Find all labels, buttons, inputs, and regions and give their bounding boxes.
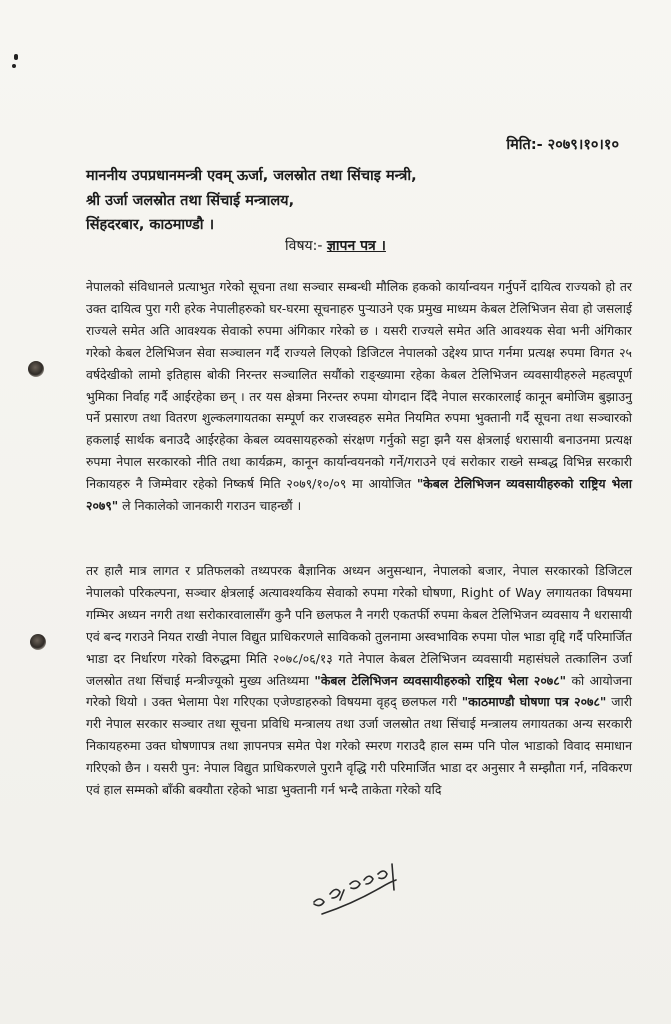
para2-bold-1: "केबल टेलिभिजन व्यवसायीहरुको राष्ट्रिय भेला २०७८"	[314, 672, 567, 688]
para1-bold-1: "केबल टेलिभिजन व्यवसायीहरुको राष्ट्रिय भेला २०७९"	[86, 476, 632, 514]
recipient-line-1: माननीय उपप्रधानमन्त्री एवम् ऊर्जा, जलस्रोत तथा सिंचाइ मन्त्री,	[86, 168, 417, 184]
letter-date: मिति:- २०७९।१०।१०	[506, 137, 619, 153]
subject-line	[0, 236, 671, 255]
para2-bold-2: "काठमाण्डौ घोषणा पत्र २०७८"	[461, 694, 607, 710]
ink-mark	[14, 54, 18, 60]
punch-hole-top	[28, 361, 44, 377]
body-paragraph-1	[86, 276, 632, 517]
recipient-line-2: श्री उर्जा जलस्रोत तथा सिंचाई मन्त्रालय,	[86, 193, 295, 209]
para2-text-2: को आयोजना गरेको थियो । उक्त भेलामा पेश गरिएका एजेण्डाहरुको विषयमा वृहद् छलफल गरी	[86, 672, 632, 710]
subject-value: ज्ञापन पत्र ।	[326, 238, 386, 254]
para1-text-1: नेपालको संविधानले प्रत्याभुत गरेको सूचना तथा सञ्चार सम्बन्धी मौलिक हकको कार्यान्वयन गर्नुपर्ने दायित्व राज्यको हो तर उक्त दायित्व पुरा गरी हरेक नेपालीहरुको घर-घरमा सूचनाहरु पुऱ्याउने एक प्रमुख माध्यम केबल टेलिभिजन सेवा हो जसलाई राज्यले समेत अति आवश्यक सेवाको रुपमा अंगिकार गरेको छ । यसरी राज्यले समेत अति आवश्यक सेवा भनी अंगिकार गरेको केबल टेलिभिजन सेवा सञ्चालन गर्दै राज्यले लिएको डिजिटल नेपालको उद्देश्य प्राप्त गर्नमा प्रत्यक्ष रुपमा विगत २५ वर्षदेखीको लामो इतिहास बोकी निरन्तर सञ्चालित सयौंको राङ्ख्यामा रहेका केबल टेलिभिजन व्यवसायीहरुले महत्वपूर्ण भुमिका निर्वाह गर्दै आईरहेका छन् । तर यस क्षेत्रमा निरन्तर रुपमा योगदान दिँदै नेपाल सरकारलाई कानून बमोजिम बुझाउनु पर्ने प्रसारण तथा वितरण शुल्कलगायतका सम्पूर्ण कर राजस्वहरु समेत नियमित रुपमा भुक्तानी गर्दै सूचना तथा सञ्चारको हकलाई सार्थक बनाउदै आईरहेका केबल व्यवसायहरुको संरक्षण गर्नुको सट्टा झनै यस क्षेत्रलाई धरासायी बनाउनमा प्रत्यक्ष रुपमा नेपाल सरकारको नीति तथा कार्यक्रम, कानून कार्यान्वयनको गर्ने/गराउने एवं सरोकार राख्ने सम्बद्ध विभिन्न सरकारी निकायहरु नै जिम्मेवार रहेको निष्कर्ष मिति २०७९/१०/०९ मा आयोजित	[86, 279, 632, 492]
ink-mark	[12, 64, 16, 68]
body-paragraph-2	[86, 560, 632, 801]
para1-text-2: ले निकालेको जानकारी गराउन चाहन्छौं ।	[118, 498, 302, 514]
subject-label: विषय:-	[285, 238, 327, 254]
handwritten-receipt-note	[300, 850, 410, 920]
para2-text-3: जारी गरी नेपाल सरकार सञ्चार तथा सूचना प्रविधि मन्त्रालय तथा उर्जा जलस्रोत तथा सिंचाई मन्त्रालय लगायतका अन्य सरकारी निकायहरुमा उक्त घोषणापत्र तथा ज्ञापनपत्र समेत पेश गरेको स्मरण गराउदै हाल सम्म पनि पोल भाडाको विवाद समाधान गरिएको छैन । यसरी पुन: नेपाल विद्युत प्राधिकरणले पुरानै वृद्धि गरी परिमार्जित भाडा दर अनुसार नै सम्झौता गर्न, नविकरण एवं हाल सम्मको बाँकी बक्यौता रहेको भाडा भुक्तानी गर्न भन्दै ताकेता गरेको यदि	[86, 694, 632, 798]
para2-text-1: तर हालै मात्र लागत र प्रतिफलको तथ्यपरक बैज्ञानिक अध्यन अनुसन्धान, नेपालको बजार, नेपाल सरकारको डिजिटल नेपालको परिकल्पना, सञ्चार क्षेत्रलाई अत्यावश्यकिय सेवाको रुपमा गरेको घोषणा, Right of Way लगायतका विषयमा गम्भिर अध्यन नगरी तथा सरोकारवालासँग कुनै पनि छलफल नै नगरी एकतर्फी रुपमा केबल टेलिभिजन व्यवसाय नै धरासायी एवं बन्द गराउने नियत राखी नेपाल विद्युत प्राधिकरणले साविकको तुलनामा अस्वभाविक रुपमा पोल भाडा वृद्दि गर्दै परिमार्जित भाडा दर निर्धारण गरेको विरुद्धमा मिति २०७८/०६/१३ गते नेपाल केबल टेलिभिजन व्यवसायी महासंघले तत्कालिन उर्जा जलस्रोत तथा सिंचाई मन्त्रीज्यूको मुख्य अतिथ्यमा	[86, 563, 632, 688]
recipient-line-3: सिंहदरबार, काठमाण्डौ ।	[86, 217, 215, 233]
punch-hole-bottom	[30, 634, 46, 650]
